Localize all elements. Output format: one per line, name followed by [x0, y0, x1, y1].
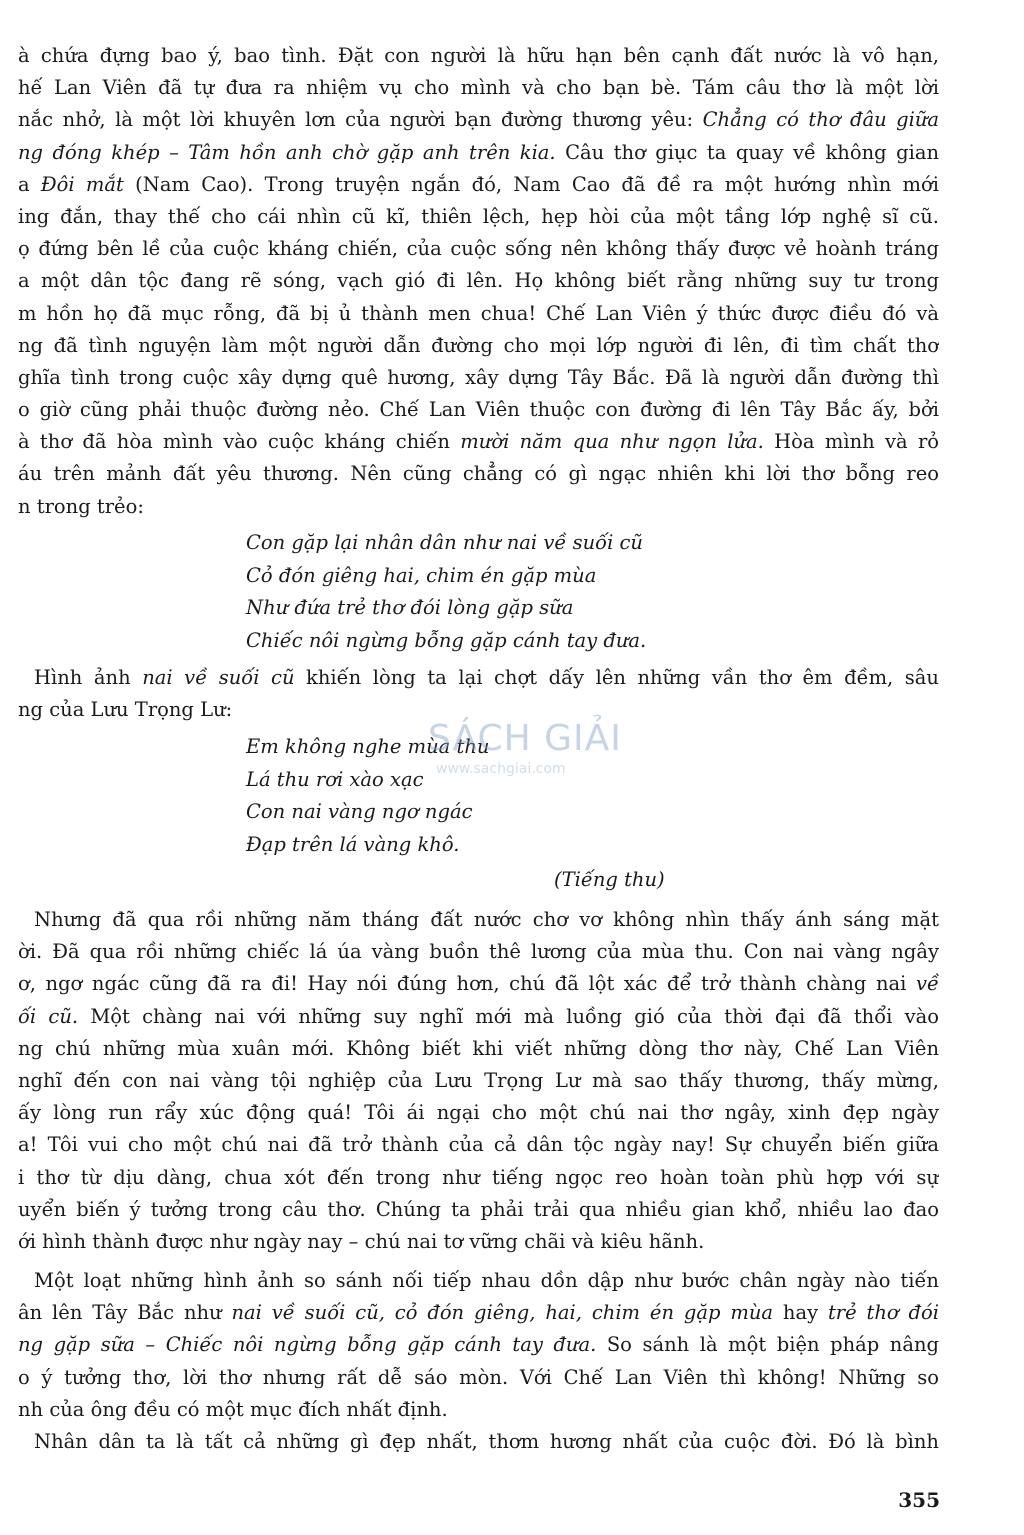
- text-line: [18, 362, 939, 394]
- text-run: nắc nhở, là một lời khuyên lơn của người bạn đường thương yêu:: [18, 108, 703, 132]
- text-run: ghĩa tình trong cuộc xây dựng quê hương, xây dựng Tây Bắc. Đã là người dẫn đường thì: [18, 365, 939, 389]
- poem-line: Em không nghe mùa thu: [246, 735, 490, 758]
- text-line: [18, 233, 939, 265]
- text-run: i thơ từ dịu dàng, chua xót đến trong như tiếng ngọc reo hoàn toàn phù hợp với sự: [18, 1165, 939, 1189]
- italic-run: ng đóng khép – Tâm hồn anh chờ gặp anh trên kia.: [18, 140, 556, 164]
- text-run: Một loạt những hình ảnh so sánh nối tiếp nhau dồn dập như bước chân ngày nào tiến: [34, 1269, 939, 1292]
- text-line: [18, 1226, 939, 1258]
- text-run: à thơ đã hòa mình vào cuộc kháng chiến: [18, 430, 461, 454]
- text-line: [18, 330, 939, 362]
- italic-run: ối cũ.: [18, 1004, 79, 1028]
- text-line: [18, 1001, 939, 1033]
- text-run: a! Tôi vui cho một chú nai đã trở thành của cả dân tộc ngày nay! Sự chuyển biến giữa: [18, 1133, 939, 1157]
- text-line: [18, 491, 939, 523]
- text-run: ng chú những mùa xuân mới. Không biết khi viết những dòng thơ này, Chế Lan Viên: [18, 1036, 939, 1060]
- paragraph-1: [18, 40, 939, 523]
- text-run: nghĩ đến con nai vàng tội nghiệp của Lưu Trọng Lư mà sao thấy thương, thấy mừng,: [18, 1068, 939, 1092]
- watermark: [428, 718, 628, 818]
- paragraph-4: [18, 1265, 939, 1426]
- text-run: o giờ cũng phải thuộc đường nẻo. Chế Lan Viên thuộc con đường đi lên Tây Bắc ấy, bởi: [18, 398, 939, 422]
- text-line: [18, 201, 939, 233]
- text-run: ọ đứng bên lề của cuộc kháng chiến, của cuộc sống nên không thấy được vẻ hoành tráng: [18, 237, 939, 261]
- text-run: a: [18, 172, 41, 196]
- text-run: ng của Lưu Trọng Lư:: [18, 698, 233, 722]
- text-run: ing đắn, thay thế cho cái nhìn cũ kĩ, thiên lệch, hẹp hòi của một tầng lớp nghệ sĩ cũ.: [18, 204, 939, 228]
- poem-line: Đạp trên lá vàng khô.: [246, 832, 460, 856]
- paragraph-3: [18, 904, 939, 1258]
- poem-source: (Tiếng thu): [554, 868, 665, 891]
- text-line: [18, 936, 939, 968]
- text-line: [18, 72, 939, 104]
- text-run: nh của ông đều có một mục đích nhất định.: [18, 1397, 448, 1421]
- text-line: [18, 1097, 939, 1129]
- text-line: [18, 1394, 939, 1426]
- italic-run: nai về suối cũ: [142, 666, 295, 689]
- text-run: Một chàng nai với những suy nghĩ mới mà luồng gió của thời đại đã thổi vào: [78, 1004, 939, 1028]
- text-run: m hồn họ đã mục rỗng, đã bị ủ thành men chua! Chế Lan Viên ý thức được điều đó và: [18, 301, 939, 325]
- poem-line: Lá thu rơi xào xạc: [246, 767, 424, 791]
- page-number: 355: [898, 1488, 940, 1512]
- italic-run: Đôi mắt: [40, 172, 124, 196]
- paragraph-5: [18, 1426, 939, 1458]
- text-run: ng đã tình nguyện làm một người dẫn đường cho mọi lớp người đi lên, đi tìm chất thơ: [18, 333, 939, 357]
- poem-stanza-1: [246, 527, 646, 657]
- italic-run: mười năm qua như ngọn lửa.: [460, 430, 764, 454]
- text-line: [18, 1426, 939, 1458]
- text-run: ấy lòng run rẩy xúc động quá! Tôi ái ngại cho một chú nai thơ ngây, xinh đẹp ngày: [18, 1101, 939, 1125]
- text-run: n trong trẻo:: [18, 494, 144, 518]
- text-run: áu trên mảnh đất yêu thương. Nên cũng chẳng có gì ngạc nhiên khi lời thơ bỗng reo: [18, 462, 939, 486]
- text-run: Nhưng đã qua rồi những năm tháng đất nước chơ vơ không nhìn thấy ánh sáng mặt: [34, 908, 939, 931]
- poem-line: Chiếc nôi ngừng bỗng gặp cánh tay đưa.: [246, 628, 647, 652]
- text-line: [18, 394, 939, 426]
- italic-run: về: [915, 972, 939, 996]
- text-line: [18, 426, 939, 458]
- italic-run: nai về suối cũ, cỏ đón giêng, hai, chim én gặp mùa: [231, 1301, 774, 1325]
- text-line: [18, 1265, 939, 1297]
- text-run: Hình ảnh: [34, 666, 143, 689]
- poem-line: Con gặp lại nhân dân như nai về suối cũ: [246, 531, 643, 554]
- text-line: [18, 169, 939, 201]
- text-run: Câu thơ giục ta quay về không gian: [555, 140, 939, 164]
- text-line: [18, 458, 939, 490]
- italic-run: Chẳng có thơ đâu giữa: [702, 108, 939, 132]
- text-run: hế Lan Viên đã tự đưa ra nhiệm vụ cho mình và cho bạn bè. Tám câu thơ là một lời: [18, 76, 939, 100]
- text-run: ân lên Tây Bắc như: [18, 1301, 232, 1325]
- text-run: So sánh là một biện pháp nâng: [596, 1333, 939, 1357]
- text-line: [18, 298, 939, 330]
- poem-line: Cỏ đón giêng hai, chim én gặp mùa: [246, 563, 597, 587]
- text-line: [18, 1129, 939, 1161]
- text-line: [18, 1362, 939, 1394]
- text-run: ới hình thành được như ngày nay – chú nai tơ vững chãi và kiêu hãnh.: [18, 1229, 705, 1253]
- watermark-url: www.sachgiai.com: [436, 761, 566, 777]
- text-run: à chứa đựng bao ý, bao tình. Đặt con người là hữu hạn bên cạnh đất nước là vô hạn,: [18, 44, 939, 67]
- watermark-logo: SÁCH GIẢI: [428, 718, 622, 759]
- text-run: ơ, ngơ ngác cũng đã ra đi! Hay nói đúng hơn, chú đã lột xác để trở thành chàng nai: [18, 972, 916, 996]
- text-line: [18, 1033, 939, 1065]
- text-run: khiến lòng ta lại chợt dấy lên những vần thơ êm đềm, sâu: [294, 666, 939, 689]
- text-line: [18, 1329, 939, 1361]
- text-line: [18, 265, 939, 297]
- text-line: [18, 904, 939, 936]
- text-run: o ý tưởng thơ, lời thơ nhưng rất dễ sáo mòn. Với Chế Lan Viên thì không! Những so: [18, 1365, 939, 1389]
- italic-run: ng gặp sữa – Chiếc nôi ngừng bỗng gặp cánh tay đưa.: [18, 1333, 597, 1357]
- text-run: Nhân dân ta là tất cả những gì đẹp nhất, thơm hương nhất của cuộc đời. Đó là bình: [34, 1430, 939, 1453]
- text-line: [18, 104, 939, 136]
- poem-line: Con nai vàng ngơ ngác: [246, 800, 473, 823]
- text-run: hay: [773, 1301, 828, 1325]
- text-line: [18, 968, 939, 1000]
- text-run: ời. Đã qua rồi những chiếc lá úa vàng buồn thê lương của mùa thu. Con nai vàng ngây: [18, 940, 939, 964]
- paragraph-2: [18, 662, 939, 726]
- text-line: [18, 1297, 939, 1329]
- text-run: a một dân tộc đang rẽ sóng, vạch gió đi lên. Họ không biết rằng những suy tư trong: [18, 269, 939, 293]
- text-line: [18, 1194, 939, 1226]
- poem-line: Như đứa trẻ thơ đói lòng gặp sữa: [246, 596, 574, 619]
- text-run: uyển biến ý tưởng trong câu thơ. Chúng ta phải trải qua nhiều gian khổ, nhiều lao đao: [18, 1197, 939, 1221]
- text-line: [18, 1162, 939, 1194]
- text-line: [18, 40, 939, 72]
- text-line: [18, 662, 939, 694]
- text-run: Hòa mình và rỏ: [763, 430, 939, 454]
- italic-run: trẻ thơ đói: [827, 1301, 939, 1325]
- text-line: [18, 137, 939, 169]
- text-run: (Nam Cao). Trong truyện ngắn đó, Nam Cao đã đề ra một hướng nhìn mới: [123, 172, 939, 196]
- text-line: [18, 1065, 939, 1097]
